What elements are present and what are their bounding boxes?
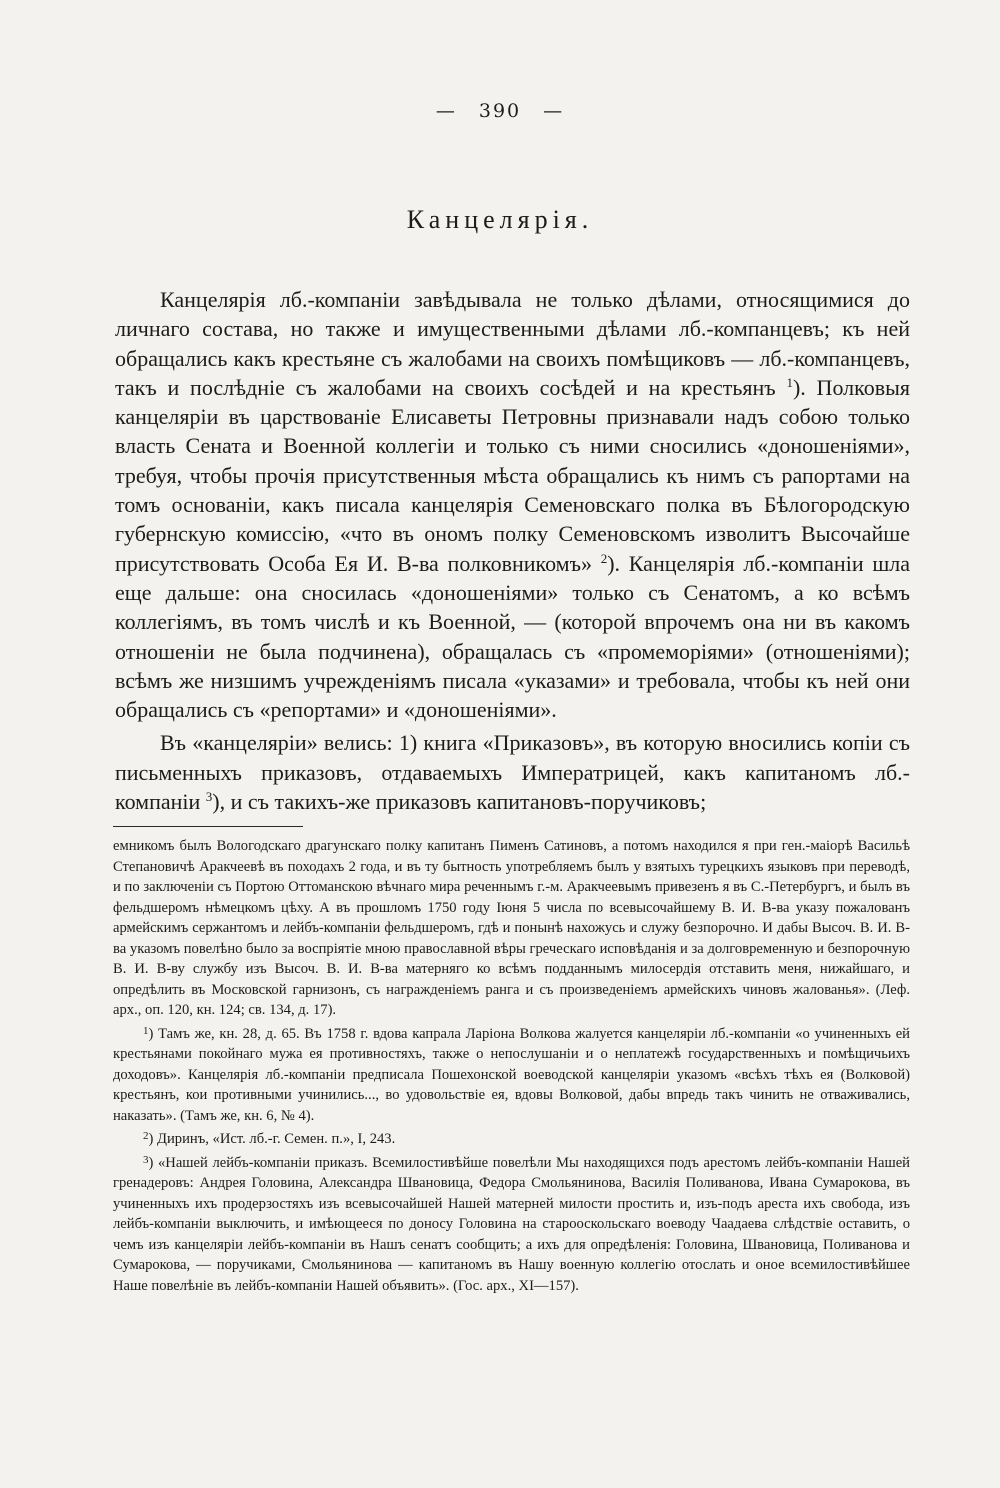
footnote-3-text: ) «Нашей лейбъ-компаніи приказъ. Всемилостивѣйше повелѣли Мы находящихся подъ арестомъ лейбъ-компаніи Нашей гренадеровъ: Андрея Головина, Александра Швановица, Федора Смольянинова, Василія Поливанова, Ивана Сумарокова, въ учиненныхъ ихъ продерзостяхъ изъ всевысочайшей Нашей матерней милости простить и, изъ-подъ ареста ихъ свобода, изъ лейбъ-компаніи выключить, и имѣющееся по доносу Головина на старооскольскаго воеводу Чаадаева слѣдствіе оставить, о чемъ изъ канцеляріи лейбъ-компаніи въ Нашъ сенатъ сообщить; а ихъ для опредѣленія: Головина, Швановица, Поливанова и Сумарокова, — поручиками, Смольянинова — капитаномъ въ Нашу военную коллегію отослать и оное всемилостивѣйшее Наше повелѣніе въ лейбъ-компаніи Нашей объявить». (Гос. арх., XI—157). — [113, 1154, 910, 1294]
footnote-ref-3: 3 — [205, 789, 213, 805]
paragraph-2 — [115, 728, 910, 816]
paragraph-1-part-c: ). Канцелярія лб.-компаніи шла еще дальше: она сносилась «доношеніями» только съ Сенатомъ, а ко всѣмъ коллегіямъ, въ томъ числѣ и къ Военной, — (которой впрочемъ она ни въ какомъ отношеніи не была подчинена), обращалась съ «промеморіями» (отношеніями); всѣмъ же низшимъ учрежденіямъ писала «указами» и требовала, чтобы къ ней они обращались съ «репортами» и «доношеніями». — [115, 550, 911, 723]
footnote-2-text: ) Диринъ, «Ист. лб.-г. Семен. п.», I, 243. — [148, 1131, 396, 1147]
footnotes — [113, 836, 910, 1296]
footnote-3 — [113, 1153, 910, 1297]
footnote-1-text: ) Тамъ же, кн. 28, д. 65. Въ 1758 г. вдова капрала Ларіона Волкова жалуется канцеляріи лб.-компаніи «о учиненныхъ ей крестьянами покойнаго мужа ея противностяхъ, также о непослушаніи и о неплатежѣ государственныхъ и помѣщичьихъ доходовъ». Канцелярія лб.-компаніи предписала Пошехонской воеводской канцеляріи указомъ «всѣхъ тѣхъ ея (Волковой) крестьянъ, кои противными учинились..., во удовольствіе ея, вдовы Волковой, дабы впредь такъ чинить не отваживались, наказать». (Тамъ же, кн. 6, № 4). — [113, 1025, 910, 1124]
page-number: 390 — [478, 100, 522, 122]
footnote-3-marker: 3 — [143, 1153, 149, 1166]
paragraph-1-part-a: Канцелярія лб.-компаніи завѣдывала не только дѣлами, относящимися до личнаго состава, но также и имущественными дѣлами лб.-компанцевъ; къ ней обращались какъ крестьяне съ жалобами на своихъ помѣщиковъ — лб.-компанцевъ, такъ и послѣдніе съ жалобами на своихъ сосѣдей и на крестьянъ — [115, 287, 910, 400]
footnote-ref-2: 2 — [600, 550, 608, 566]
footnote-1 — [113, 1024, 910, 1127]
footnote-ref-1: 1 — [786, 374, 793, 390]
paragraph-2-part-a: Въ «канцеляріи» велись: 1) книга «Приказовъ», въ которую вносились копіи съ письменныхъ приказовъ, отдаваемыхъ Императрицей, какъ капитаномъ лб.-компаніи — [115, 730, 910, 815]
section-title: Канцелярія. — [406, 205, 594, 234]
footnote-2-marker: 2 — [143, 1130, 149, 1142]
footnote-1-marker: 1 — [143, 1024, 149, 1037]
page-number-dash-right: — — [543, 100, 565, 122]
paragraph-1 — [115, 285, 910, 724]
page-number-dash-left: — — [435, 100, 457, 122]
page-number-header — [0, 100, 1000, 122]
footnote-2 — [113, 1129, 910, 1150]
paragraph-1-part-b: ). Полковыя канцеляріи въ царствованіе Елисаветы Петровны признавали надъ собою только власть Сената и Военной коллегіи и только съ ними сносились «доношеніями», требуя, чтобы прочія присутственныя мѣста обращались къ нимъ съ рапортами на томъ основаніи, какъ писала канцелярія Семеновскаго полка въ Бѣлогородскую губернскую комиссію, «что въ ономъ полку Семеновскомъ изволитъ Высочайше присутствовать Особа Ея И. В-ва полковникомъ» — [115, 374, 910, 576]
footnote-continuation: емникомъ былъ Вологодскаго драгунскаго полку капитанъ Пименъ Сатиновъ, а потомъ находился я при ген.-маiорѣ Васильѣ Степановичѣ Аракчеевѣ въ походахъ 2 года, и въ ту бытность употребляемъ былъ у взятыхъ турецкихъ языковъ при переводѣ, и по заключеніи съ Портою Оттоманскою вѣчнаго мира реченнымъ г.-м. Аракчеевымъ привезенъ я въ С.-Петербургъ, и былъ въ фельдшеромъ нѣмецкомъ цѣху. А въ прошломъ 1750 году Іюня 5 числа по всевысочайшему В. И. В-ва указу пожалованъ армейскимъ сержантомъ и лейбъ-компаніи фельдшеромъ, гдѣ и понынѣ нахожусь и служу безпорочно. И дабы Высоч. В. И. В-ва указомъ повелѣно было за воспріятіе мною православной вѣры греческаго исповѣданія и за долговременную и безпорочную В. И. В-ву службу изъ Высоч. В. И. В-ва матерняго ко всѣмъ подданнымъ милосердія отставить меня, нижайшаго, и опредѣлить въ Московской гарнизонъ, съ награжденіемъ ранга и съ произведеніемъ армейскихъ чиновъ жалованья». (Леф. арх., оп. 120, кн. 124; св. 134, д. 17). — [113, 838, 910, 1018]
main-text — [115, 285, 910, 816]
paragraph-2-part-b: ), и съ такихъ-же приказовъ капитановъ-поручиковъ; — [212, 789, 707, 815]
footnote-divider — [113, 826, 303, 827]
